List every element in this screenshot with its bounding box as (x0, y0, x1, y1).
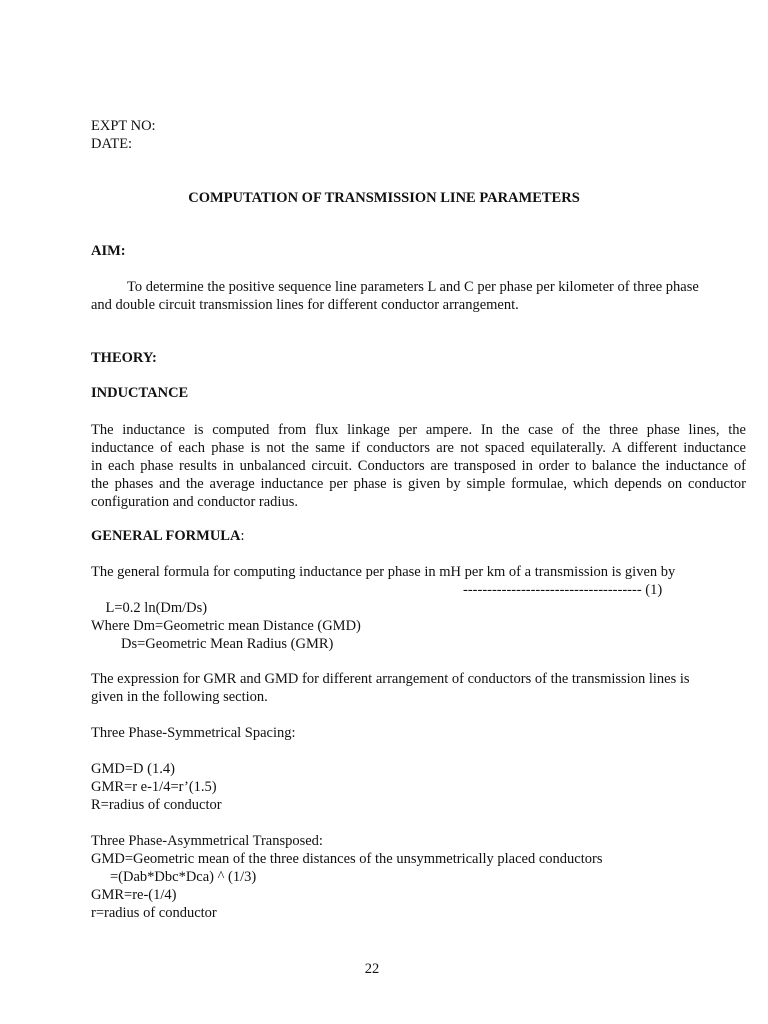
general-formula-heading-text: GENERAL FORMULA (91, 528, 241, 544)
date-label: DATE: (91, 136, 133, 152)
asymmetrical-gmd-equation: =(Dab*Dbc*Dca) ^ (1/3) (110, 869, 257, 885)
inductance-paragraph-line-5: configuration and conductor radius. (91, 494, 298, 510)
formula-reference: ------------------------------------- (1) (463, 582, 663, 598)
inductance-paragraph-line-4: the phases and the average inductance per phase is given by simple formulae, which depends on conductor (91, 476, 746, 492)
inductance-heading: INDUCTANCE (91, 385, 189, 401)
symmetrical-radius: R=radius of conductor (91, 797, 222, 813)
theory-heading: THEORY: (91, 350, 157, 366)
general-formula-intro: The general formula for computing inductance per phase in mH per km of a transmission is given by (91, 564, 676, 580)
aim-heading: AIM: (91, 243, 126, 259)
page-number: 22 (364, 961, 380, 977)
symmetrical-heading: Three Phase-Symmetrical Spacing: (91, 725, 296, 741)
aim-text-line-2: and double circuit transmission lines for different conductor arrangement. (91, 297, 519, 313)
page-title: COMPUTATION OF TRANSMISSION LINE PARAMETERS (188, 190, 580, 206)
symmetrical-gmr: GMR=r e-1/4=r’(1.5) (91, 779, 217, 795)
general-formula-heading (91, 527, 746, 545)
where-ds: Ds=Geometric Mean Radius (GMR) (121, 636, 334, 652)
aim-text-line-1: To determine the positive sequence line parameters L and C per phase per kilometer of three phase (127, 279, 699, 295)
expression-line-2: given in the following section. (91, 689, 268, 705)
inductance-formula: L=0.2 ln(Dm/Ds) (105, 600, 208, 616)
inductance-paragraph-line-1: The inductance is computed from flux linkage per ampere. In the case of the three phase lines, the (91, 422, 746, 438)
inductance-paragraph-line-2: inductance of each phase is not the same if conductors are not spaced equilaterally. A different inductance (91, 440, 746, 456)
where-dm: Where Dm=Geometric mean Distance (GMD) (91, 618, 361, 634)
asymmetrical-heading: Three Phase-Asymmetrical Transposed: (91, 833, 323, 849)
asymmetrical-gmd: GMD=Geometric mean of the three distances of the unsymmetrically placed conductors (91, 851, 603, 867)
general-formula-heading-colon: : (240, 528, 245, 544)
expression-line-1: The expression for GMR and GMD for different arrangement of conductors of the transmission lines is (91, 671, 690, 687)
asymmetrical-gmr: GMR=re-(1/4) (91, 887, 177, 903)
symmetrical-gmd: GMD=D (1.4) (91, 761, 175, 777)
asymmetrical-radius: r=radius of conductor (91, 905, 217, 921)
expt-no-label: EXPT NO: (91, 118, 156, 134)
inductance-paragraph-line-3: in each phase results in unbalanced circuit. Conductors are transposed in order to balance the inductance of (91, 458, 746, 474)
